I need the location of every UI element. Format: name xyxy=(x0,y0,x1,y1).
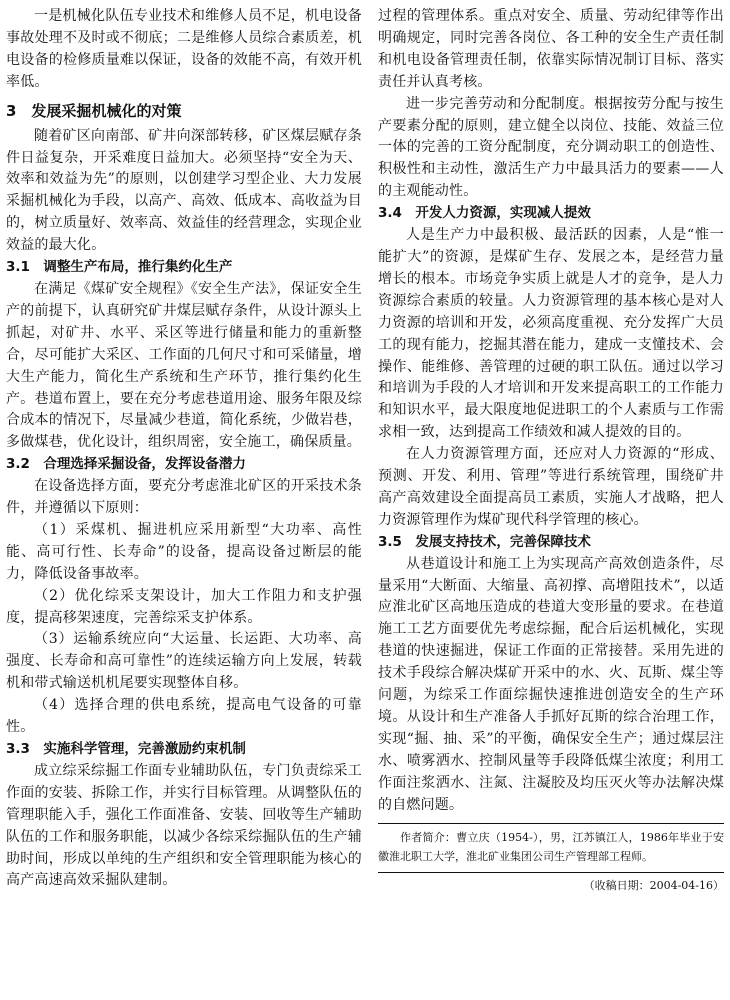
section-3-1-heading: 3.1 调整生产布局，推行集约化生产 xyxy=(6,259,233,276)
section-3-4-paragraph-2: 在人力资源管理方面，还应对人力资源的“形成、预测、开发、利用、管理”等进行系统管理，围绕矿井高产高效建设全面提高员工素质，实施人才战略，把人力资源管理作为煤矿现代科学管理的核心。 xyxy=(378,446,724,528)
section-3-2-heading: 3.2 合理选择采掘设备，发挥设备潜力 xyxy=(6,456,246,473)
section-3-heading: 3 发展采掘机械化的对策 xyxy=(6,101,182,120)
list-item-4: （4）选择合理的供电系统，提高电气设备的可靠性。 xyxy=(6,697,362,736)
right-column xyxy=(378,6,724,895)
section-3-paragraph: 随着矿区向南部、矿井向深部转移，矿区煤层赋存条件日益复杂，开采难度日益加大。必须坚持“安全为天、效率和效益为先”的原则，以创建学习型企业、大力发展采掘机械化为手段，以高产、高效、低成本、高收益为目的，树立质量好、效率高、效益佳的经营理念，实现企业效益的最大化。 xyxy=(6,127,362,254)
continued-paragraph: 过程的管理体系。重点对安全、质量、劳动纪律等作出明确规定，同时完善各岗位、各工种的安全生产责任制和机电设备管理责任制，依靠实际情况制订目标、落实责任并认真考核。 xyxy=(378,8,724,90)
author-note: 作者简介：曹立庆（1954-），男，江苏镇江人，1986年毕业于安徽淮北职工大学，淮北矿业集团公司生产管理部工程师。 xyxy=(378,830,724,863)
list-item-3: （3）运输系统应向“大运量、长运距、大功率、高强度、长寿命和高可靠性”的连续运输方向上发展，转载机和带式输送机机尾要实现整体自移。 xyxy=(6,631,362,692)
section-3-5-heading: 3.5 发展支持技术，完善保障技术 xyxy=(378,533,591,550)
bottom-divider xyxy=(378,872,724,873)
section-3-3-heading: 3.3 实施科学管理，完善激励约束机制 xyxy=(6,741,246,757)
labor-distribution-paragraph: 进一步完善劳动和分配制度。根据按劳分配与按生产要素分配的原则，建立健全以岗位、技能、效益三位一体的完善的工资分配制度，充分调动职工的创造性、积极性和主动性，激活生产力中最具活力的要素——人的主观能动性。 xyxy=(378,95,724,200)
list-item-1: （1）采煤机、掘进机应采用新型“大功率、高性能、高可行性、长寿命”的设备，提高设备过断层的能力，降低设备事故率。 xyxy=(6,521,362,582)
received-date: （收稿日期：2004-04-16） xyxy=(583,878,724,892)
section-3-3-paragraph: 成立综采综掘工作面专业辅助队伍，专门负责综采工作面的安装、拆除工作，并实行目标管理。从调整队伍的管理职能入手，强化工作面准备、安装、回收等生产辅助队伍的工作和服务职能，以减少各综采综掘队伍的生产辅助时间，形成以单纯的生产组织和安全管理职能为核心的高产高速高效采掘队建制。 xyxy=(6,762,362,889)
list-item-2: （2）优化综采支架设计，加大工作阻力和支护强度，提高移架速度，完善综采支护体系。 xyxy=(6,587,362,626)
section-3-1-paragraph: 在满足《煤矿安全规程》《安全生产法》，保证安全生产的前提下，认真研究矿井煤层赋存条件，从设计源头上抓起，对矿井、水平、采区等进行储量和能力的重新整合，尽可能扩大采区、工作面的几何尺寸和可采储量，增大生产能力，简化生产系统和生产环节，推行集约化生产。巷道布置上，要在充分考虑巷道用途、服务年限及综合成本的情况下，尽量减少巷道，简化系统，少做岩巷，多做煤巷，优化设计，组织周密，安全施工，确保质量。 xyxy=(6,280,362,451)
intro-paragraph: 一是机械化队伍专业技术和维修人员不足，机电设备事故处理不及时或不彻底；二是维修人员综合素质差，机电设备的检修质量难以保证，设备的效能不高，有效开机率低。 xyxy=(6,8,362,90)
section-3-4-heading: 3.4 开发人力资源，实现减人提效 xyxy=(378,205,591,222)
footnote-divider xyxy=(378,823,724,824)
section-3-5-paragraph: 从巷道设计和施工上为实现高产高效创造条件，尽量采用“大断面、大缩量、高初撑、高增阻技术”，以适应淮北矿区高地压造成的巷道大变形量的要求。在巷道施工工艺方面要优先考虑综掘，配合后运机械化，实现巷道的快速掘进，保证工作面的正常接替。采用先进的技术手段综合解决煤矿开采中的水、火、瓦斯、煤尘等问题，为综采工作面综掘快速推进创造安全的生产环境。从设计和生产准备人手抓好瓦斯的综合治理工作，实现“掘、抽、采”的平衡，确保安全生产；通过煤层注水、喷雾洒水、控制风量等手段降低煤尘浓度；利用工作面注浆洒水、注氮、注凝胶及均压灭火等办法解决煤的自燃问题。 xyxy=(378,555,724,813)
section-3-2-paragraph: 在设备选择方面，要充分考虑淮北矿区的开采技术条件，并遵循以下原则： xyxy=(6,478,362,517)
section-3-4-paragraph-1: 人是生产力中最积极、最活跃的因素，人是“惟一能扩大”的资源，是煤矿生存、发展之本，是经营力量增长的根本。市场竞争实质上就是人才的竞争，是人力资源综合素质的较量。人力资源管理的基本核心是对人力资源的培训和开发，必须高度重视、充分发挥广大员工的现有能力，挖掘其潜在能力，建成一支懂技术、会操作、能维修、善管理的过硬的职工队伍。通过以学习和培训为手段的人才培训和开发来提高职工的工作能力和知识水平，最大限度地促进职工的个人素质与工作需求相一致，达到提高工作绩效和减人提效的目的。 xyxy=(378,227,724,441)
left-column xyxy=(6,6,362,892)
